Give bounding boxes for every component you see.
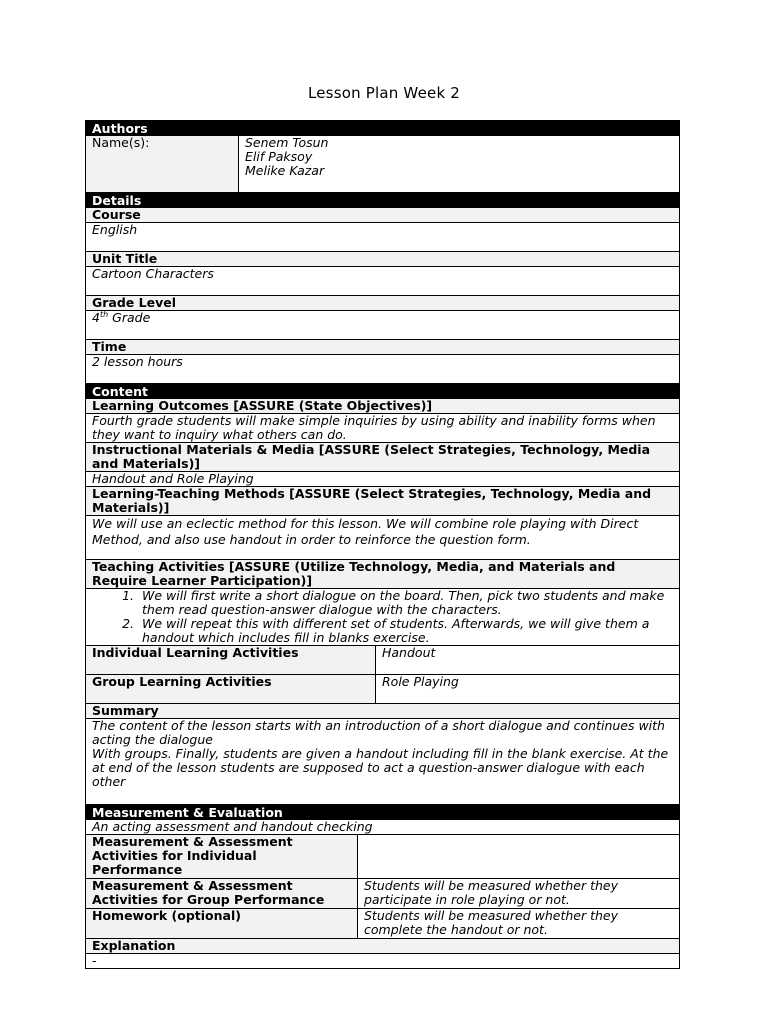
summary-paragraph: With groups. Finally, students are given a handout including fill in the blank exercise. At the at end of the lesson students are supposed to act a question-answer dialogue with each other bbox=[92, 746, 669, 789]
individual-assessment-value bbox=[358, 835, 679, 878]
individual-learning-row bbox=[86, 646, 679, 675]
grade-word: Grade bbox=[108, 310, 151, 325]
group-learning-row bbox=[86, 675, 679, 704]
group-assessment-label: Measurement & Assessment Activities for Group Performance bbox=[86, 879, 358, 908]
teaching-activities-label: Teaching Activities [ASSURE (Utilize Technology, Media, and Materials and Require Learner Participation)] bbox=[86, 560, 679, 589]
group-assessment-value: Students will be measured whether they participate in role playing or not. bbox=[364, 878, 618, 907]
course-label: Course bbox=[86, 208, 679, 223]
list-item: 2. We will repeat this with different set of students. Afterwards, we will give them a handout which includes fill in blanks exercise. bbox=[138, 617, 673, 645]
homework-label: Homework (optional) bbox=[86, 909, 358, 938]
content-header: Content bbox=[86, 384, 679, 399]
authors-row bbox=[86, 136, 679, 193]
teaching-methods-label: Learning-Teaching Methods [ASSURE (Select Strategies, Technology, Media and Materials)] bbox=[86, 487, 679, 516]
group-assessment-row bbox=[86, 879, 679, 909]
names-label: Name(s): bbox=[86, 136, 239, 192]
page-title: Lesson Plan Week 2 bbox=[307, 84, 461, 102]
lesson-plan-table bbox=[85, 120, 680, 969]
time-value: 2 lesson hours bbox=[86, 355, 679, 384]
details-header: Details bbox=[86, 193, 679, 208]
author-names bbox=[239, 136, 679, 192]
author-name: Senem Tosun bbox=[245, 135, 329, 150]
individual-learning-value: Handout bbox=[382, 645, 436, 660]
group-learning-value: Role Playing bbox=[382, 674, 459, 689]
author-name: Melike Kazar bbox=[245, 163, 325, 178]
grade-level-value bbox=[86, 311, 679, 340]
summary-paragraph: The content of the lesson starts with an introduction of a short dialogue and continues with acting the dialogue bbox=[92, 718, 665, 747]
explanation-label: Explanation bbox=[86, 939, 679, 954]
authors-header: Authors bbox=[86, 121, 679, 136]
teaching-methods-value: We will use an eclectic method for this lesson. We will combine role playing with Direct Method, and also use handout in order to reinforce the question form. bbox=[86, 516, 679, 560]
summary-value bbox=[86, 719, 679, 805]
unit-title-value: Cartoon Characters bbox=[86, 267, 679, 296]
grade-ordinal-suffix: th bbox=[99, 309, 109, 319]
learning-outcomes-label: Learning Outcomes [ASSURE (State Objectives)] bbox=[86, 399, 679, 414]
instructional-materials-label: Instructional Materials & Media [ASSURE (Select Strategies, Technology, Media and Materials)] bbox=[86, 443, 679, 472]
instructional-materials-value: Handout and Role Playing bbox=[86, 472, 679, 487]
explanation-value: - bbox=[92, 953, 97, 968]
list-item: 1. We will first write a short dialogue on the board. Then, pick two students and make them read question-answer dialogue with the characters. bbox=[138, 589, 673, 617]
individual-learning-label: Individual Learning Activities bbox=[86, 646, 376, 674]
unit-title-label: Unit Title bbox=[86, 252, 679, 267]
teaching-activities-list bbox=[86, 589, 679, 646]
summary-label: Summary bbox=[86, 704, 679, 719]
homework-value: Students will be measured whether they complete the handout or not. bbox=[364, 908, 618, 937]
measurement-header: Measurement & Evaluation bbox=[86, 805, 679, 820]
course-value: English bbox=[86, 223, 679, 252]
group-learning-label: Group Learning Activities bbox=[86, 675, 376, 703]
time-label: Time bbox=[86, 340, 679, 355]
individual-assessment-row bbox=[86, 835, 679, 879]
individual-assessment-label: Measurement & Assessment Activities for Individual Performance bbox=[86, 835, 358, 878]
author-name: Elif Paksoy bbox=[245, 149, 313, 164]
grade-level-label: Grade Level bbox=[86, 296, 679, 311]
learning-outcomes-value: Fourth grade students will make simple inquiries by using ability and inability forms when they want to inquiry what others can do. bbox=[86, 414, 679, 443]
measurement-intro: An acting assessment and handout checking bbox=[86, 820, 679, 835]
grade-number: 4 bbox=[92, 310, 100, 325]
homework-row bbox=[86, 909, 679, 939]
